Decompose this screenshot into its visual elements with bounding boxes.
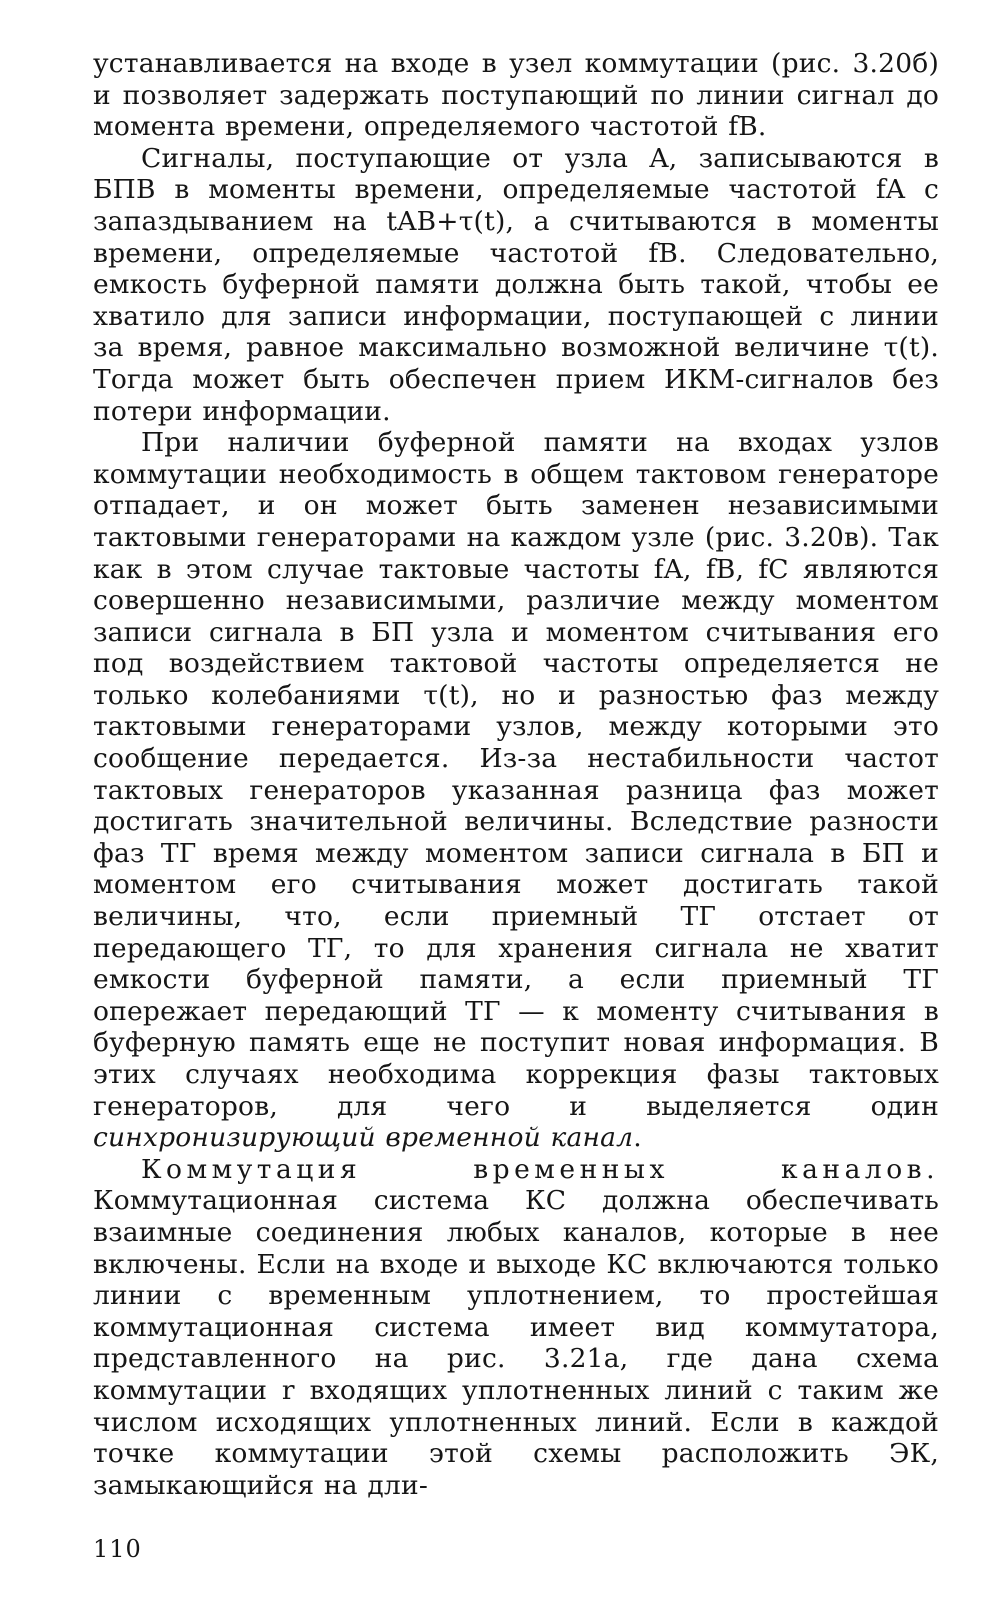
page-number: 110 (93, 1535, 142, 1563)
paragraph-2: Сигналы, поступающие от узла A, записываются в БПB в моменты времени, определяемые частотой fA с запаздыванием на tAB+τ(t), а считываются в моменты времени, определяемые частотой fB. Следовательно, емкость буферной памяти должна быть такой, чтобы ее хватило для записи информации, поступающей с линии за время, равное максимально возможной величине τ(t). Тогда может быть обеспечен прием ИКМ-сигналов без потери информации. (93, 142, 939, 427)
paragraph-3-text: При наличии буферной памяти на входах узлов коммутации необходимость в общем тактовом генераторе отпадает, и он может быть заменен независимыми тактовыми генераторами на каждом узле (рис. 3.20в). Так как в этом случае тактовые частоты fA, fB, fC являются совершенно независимыми, различие между моментом записи сигнала в БП узла и моментом считывания его под воздействием тактовой частоты определяется не только колебаниями τ(t), но и разностью фаз между тактовыми генераторами узлов, между которыми это сообщение передается. Из-за нестабильности частот тактовых генераторов указанная разница фаз может достигать значительной величины. Вследствие разности фаз ТГ время между моментом записи сигнала в БП и моментом его считывания может достигать такой величины, что, если приемный ТГ отстает от передающего ТГ, то для хранения сигнала не хватит емкости буферной памяти, а если приемный ТГ опережает передающий ТГ — к моменту считывания в буферную память еще не поступит новая информация. В этих случаях необходима коррекция фазы тактовых генераторов, для чего и выделяется один (93, 427, 939, 1122)
sync-channel-emphasis: синхронизирующий временной канал (93, 1122, 634, 1154)
paragraph-3-tail: . (633, 1122, 642, 1154)
paragraph-4-text: Коммутационная система КС должна обеспечивать взаимные соединения любых каналов, которые в нее включены. Если на входе и выходе КС включаются только линии с временным уплотнением, то простейшая коммутационная система имеет вид коммутатора, представленного на рис. 3.21а, где дана схема коммутации r входящих уплотненных линий с таким же числом исходящих уплотненных линий. Если в каждой точке коммутации этой схемы расположить ЭК, замыкающийся на дли- (93, 1185, 939, 1501)
paragraph-4 (93, 1154, 939, 1502)
section-run-in-heading: Коммутация временных каналов. (141, 1153, 939, 1185)
paragraph-1: устанавливается на входе в узел коммутации (рис. 3.20б) и позволяет задержать поступающий по линии сигнал до момента времени, определяемого частотой fB. (93, 48, 939, 143)
paragraph-3 (93, 427, 939, 1154)
page-body (93, 48, 939, 1501)
